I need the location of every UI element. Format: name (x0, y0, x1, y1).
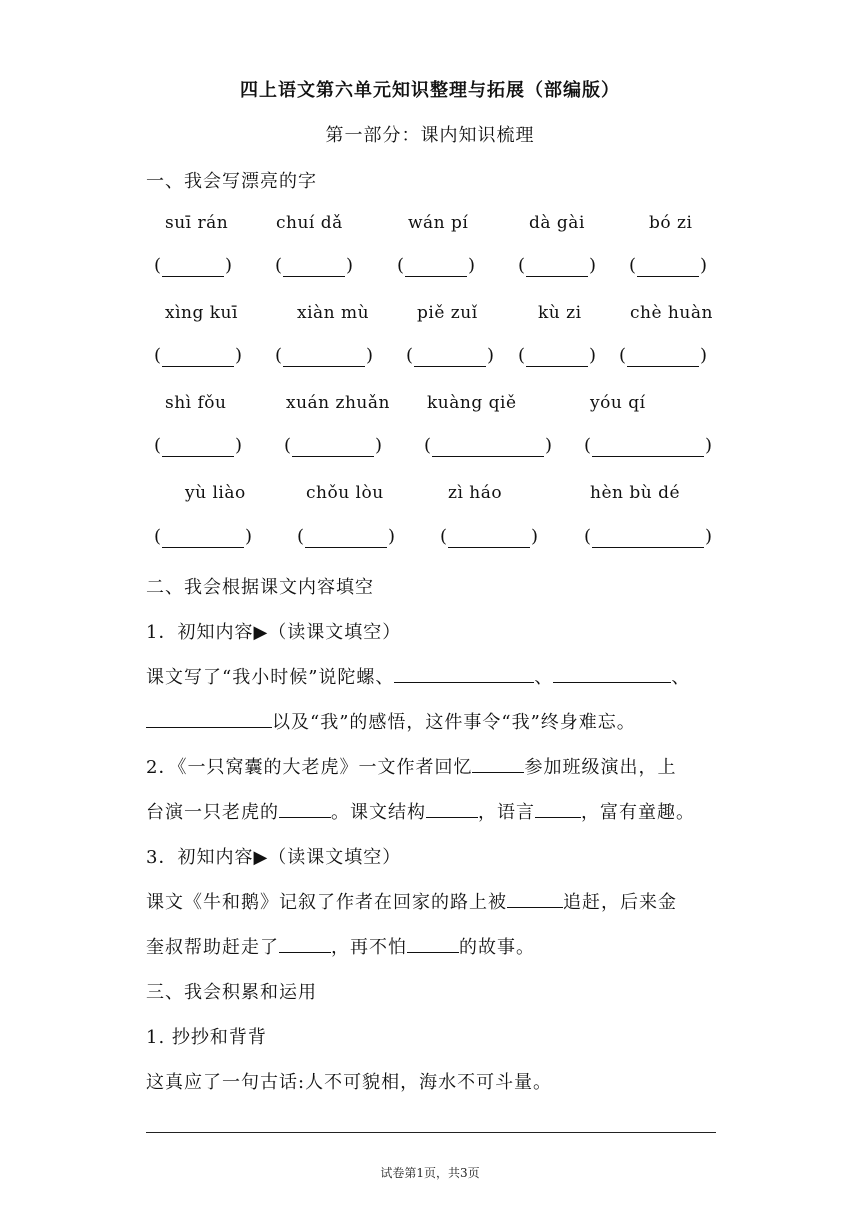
section3-sentence: 这真应了一句古话:人不可貌相，海水不可斗量。 (146, 1072, 553, 1093)
q1-text-b: 以及“我”的感悟，这件事令“我”终身难忘。 (272, 712, 636, 733)
answer-box[interactable]: ( ) (154, 255, 233, 276)
answer-box[interactable]: ( ) (275, 255, 354, 276)
fill-blank[interactable] (407, 934, 459, 953)
answer-box[interactable]: ( ) (284, 435, 383, 456)
pinyin-item: wán pí (408, 213, 469, 233)
fill-blank[interactable] (553, 664, 671, 683)
pinyin-item: piě zuǐ (417, 303, 478, 323)
section3-heading: 三、我会积累和运用 (146, 982, 317, 1003)
pinyin-item: xiàn mù (297, 303, 370, 323)
q1-sep: 、 (534, 667, 554, 688)
pinyin-item: zì háo (448, 483, 503, 503)
pinyin-item: kuàng qiě (427, 393, 517, 413)
fill-blank[interactable] (426, 799, 478, 818)
q3-line1 (146, 888, 677, 914)
answer-box[interactable]: ( ) (154, 345, 243, 366)
footer-divider (146, 1132, 716, 1133)
pinyin-item: shì fǒu (165, 393, 227, 413)
q2-line2 (146, 798, 695, 824)
q2-text-a: 2．《一只窝囊的大老虎》一文作者回忆 (146, 757, 473, 778)
answer-box[interactable]: ( ) (584, 526, 713, 547)
answer-box[interactable]: ( ) (275, 345, 374, 366)
section3-item1: 1. 抄抄和背背 (146, 1027, 267, 1048)
pinyin-row-2 (0, 303, 860, 329)
fill-blank[interactable] (146, 709, 272, 728)
pinyin-item: kù zi (538, 303, 582, 323)
answer-row-3 (0, 435, 860, 461)
answer-row-2 (0, 345, 860, 371)
pinyin-item: xuán zhuǎn (286, 393, 390, 413)
q1-text-a: 课文写了“我小时候”说陀螺、 (146, 667, 395, 688)
q3-label: 3．初知内容▶（读课文填空） (146, 847, 402, 868)
pinyin-row-4 (0, 483, 860, 509)
q1-line2 (146, 708, 636, 734)
q3-text-e: 的故事。 (459, 937, 535, 958)
answer-box[interactable]: ( ) (619, 345, 708, 366)
pinyin-item: yù liào (185, 483, 246, 503)
pinyin-row-3 (0, 393, 860, 419)
q2-text-c: 台演一只老虎的 (146, 802, 279, 823)
answer-box[interactable]: ( ) (397, 255, 476, 276)
answer-box[interactable]: ( ) (518, 255, 597, 276)
answer-box[interactable]: ( ) (154, 435, 243, 456)
answer-box[interactable]: ( ) (406, 345, 495, 366)
page-title: 四上语文第六单元知识整理与拓展（部编版） (240, 80, 620, 101)
q3-text-a: 课文《牛和鹅》记叙了作者在回家的路上被 (146, 892, 507, 913)
pinyin-item: bó zi (649, 213, 693, 233)
answer-box[interactable]: ( ) (440, 526, 539, 547)
q1-label: 1．初知内容▶（读课文填空） (146, 622, 402, 643)
answer-box[interactable]: ( ) (629, 255, 708, 276)
q3-text-c: 奎叔帮助赶走了 (146, 937, 279, 958)
answer-box[interactable]: ( ) (297, 526, 396, 547)
fill-blank[interactable] (507, 889, 563, 908)
answer-box[interactable]: ( ) (154, 526, 253, 547)
q2-line1 (146, 753, 676, 779)
q2-text-d: 。课文结构 (331, 802, 426, 823)
pinyin-row-1 (0, 213, 860, 239)
pinyin-item: suī rán (165, 213, 229, 233)
pinyin-item: dà gài (529, 213, 585, 233)
fill-blank[interactable] (394, 664, 534, 683)
q3-line2 (146, 933, 535, 959)
page-subtitle: 第一部分：课内知识梳理 (325, 125, 535, 146)
pinyin-item: chuí dǎ (276, 213, 343, 233)
pinyin-item: yóu qí (590, 393, 646, 413)
q2-text-f: ，富有童趣。 (581, 802, 695, 823)
pinyin-item: chè huàn (630, 303, 713, 323)
fill-blank[interactable] (279, 934, 331, 953)
answer-box[interactable]: ( ) (584, 435, 713, 456)
q1-line1 (146, 663, 690, 689)
section2-heading: 二、我会根据课文内容填空 (146, 577, 374, 598)
answer-box[interactable]: ( ) (518, 345, 597, 366)
fill-blank[interactable] (472, 754, 524, 773)
fill-blank[interactable] (535, 799, 581, 818)
page-footer: 试卷第1页，共3页 (380, 1166, 480, 1180)
fill-blank[interactable] (279, 799, 331, 818)
section1-heading: 一、我会写漂亮的字 (146, 171, 317, 192)
q2-text-e: ，语言 (478, 802, 535, 823)
pinyin-item: xìng kuī (165, 303, 238, 323)
q3-text-b: 追赶，后来金 (563, 892, 677, 913)
answer-row-1 (0, 255, 860, 281)
q2-text-b: 参加班级演出，上 (524, 757, 677, 778)
pinyin-item: hèn bù dé (590, 483, 681, 503)
q1-end: 、 (671, 667, 691, 688)
q3-text-d: ，再不怕 (331, 937, 407, 958)
answer-box[interactable]: ( ) (424, 435, 553, 456)
pinyin-item: chǒu lòu (306, 483, 384, 503)
answer-row-4 (0, 526, 860, 552)
